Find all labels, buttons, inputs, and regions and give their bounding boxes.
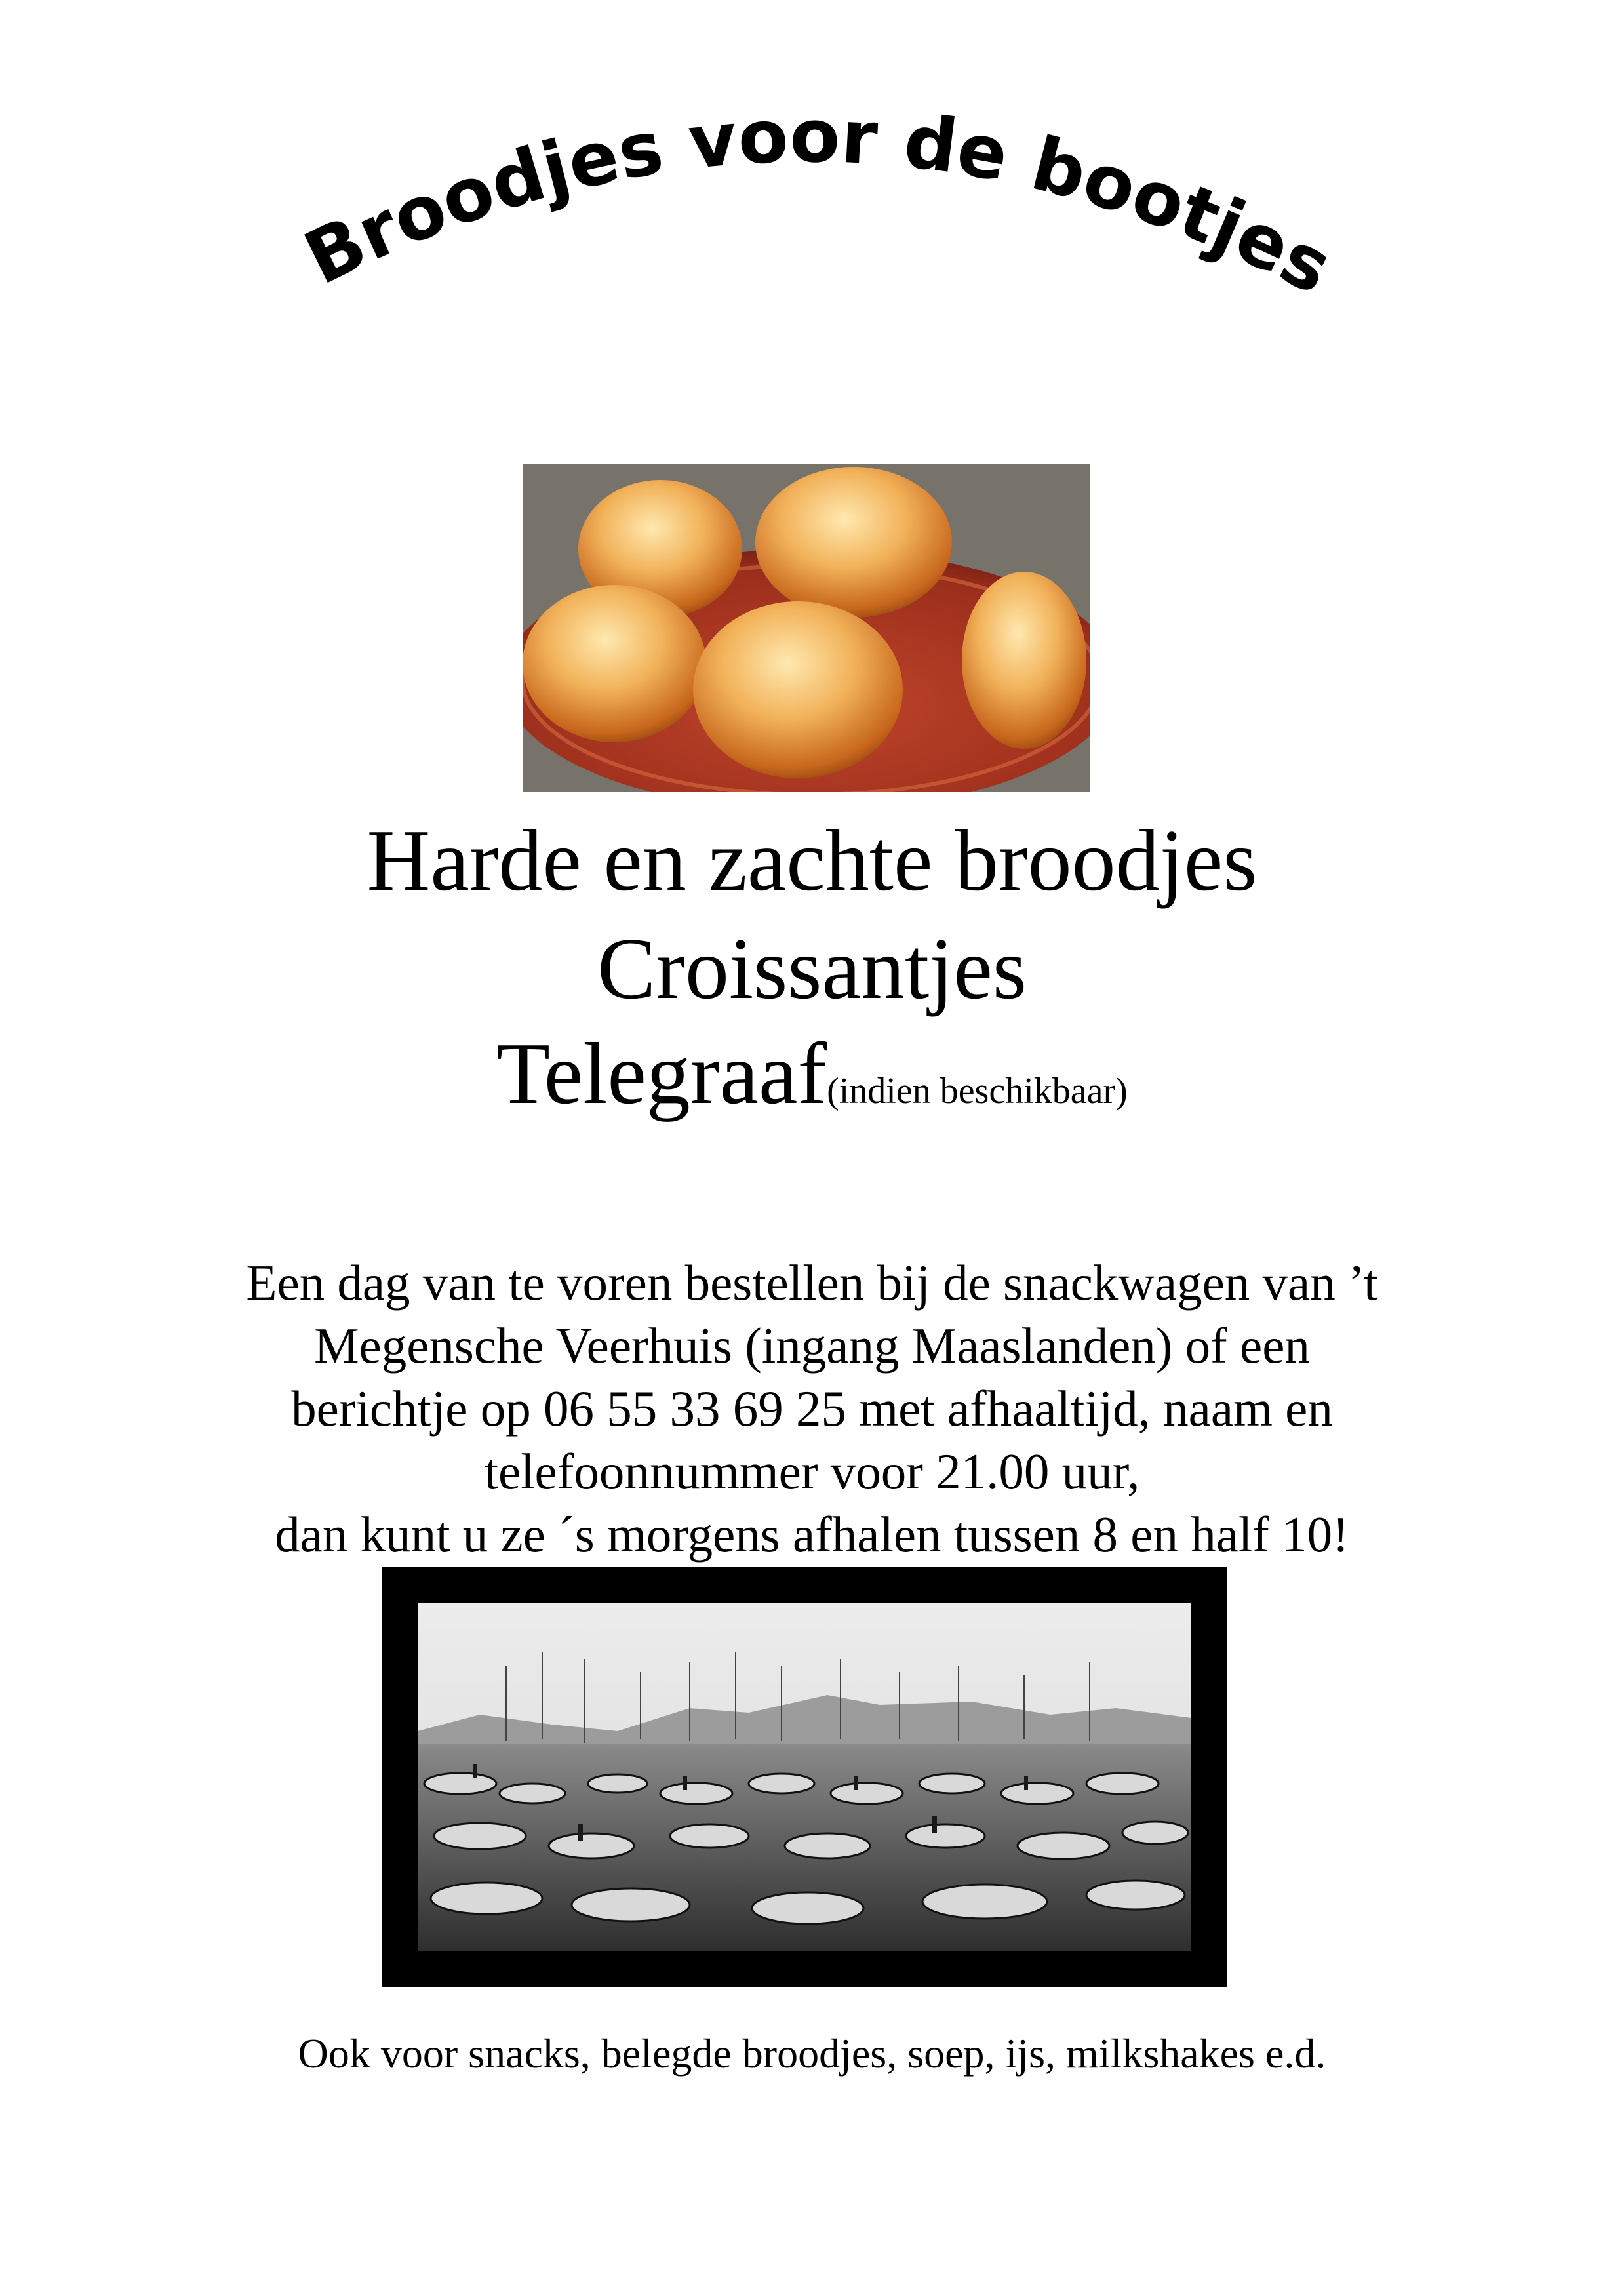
product-line-croissants: Croissantjes xyxy=(597,920,1027,1017)
instruction-line: Een dag van te voren bestellen bij de snackwagen van ’t xyxy=(246,1254,1378,1311)
instruction-line: dan kunt u ze ´s morgens afhalen tussen 8 en half 10! xyxy=(275,1506,1349,1563)
instruction-line: Megensche Veerhuis (ingang Maaslanden) of een xyxy=(314,1317,1310,1374)
ordering-instructions xyxy=(0,1251,1624,1566)
product-line-newspaper xyxy=(0,1025,1624,1122)
availability-note: (indien beschikbaar) xyxy=(827,1071,1128,1111)
instruction-line: berichtje op 06 55 33 69 25 met afhaaltijd, naam en xyxy=(291,1380,1333,1437)
bread-rolls-photo xyxy=(523,464,1090,792)
instruction-line: telefoonnummer voor 21.00 uur, xyxy=(484,1443,1140,1500)
product-line-rolls: Harde en zachte broodjes xyxy=(366,812,1258,909)
newspaper-label: Telegraaf xyxy=(496,1025,827,1122)
footer-note: Ook voor snacks, belegde broodjes, soep, ijs, milkshakes e.d. xyxy=(298,2030,1326,2077)
harbor-boats-photo xyxy=(382,1567,1227,1987)
page-headline: Broodjes voor de bootjes xyxy=(292,93,1345,311)
headline-arc xyxy=(0,0,1624,407)
